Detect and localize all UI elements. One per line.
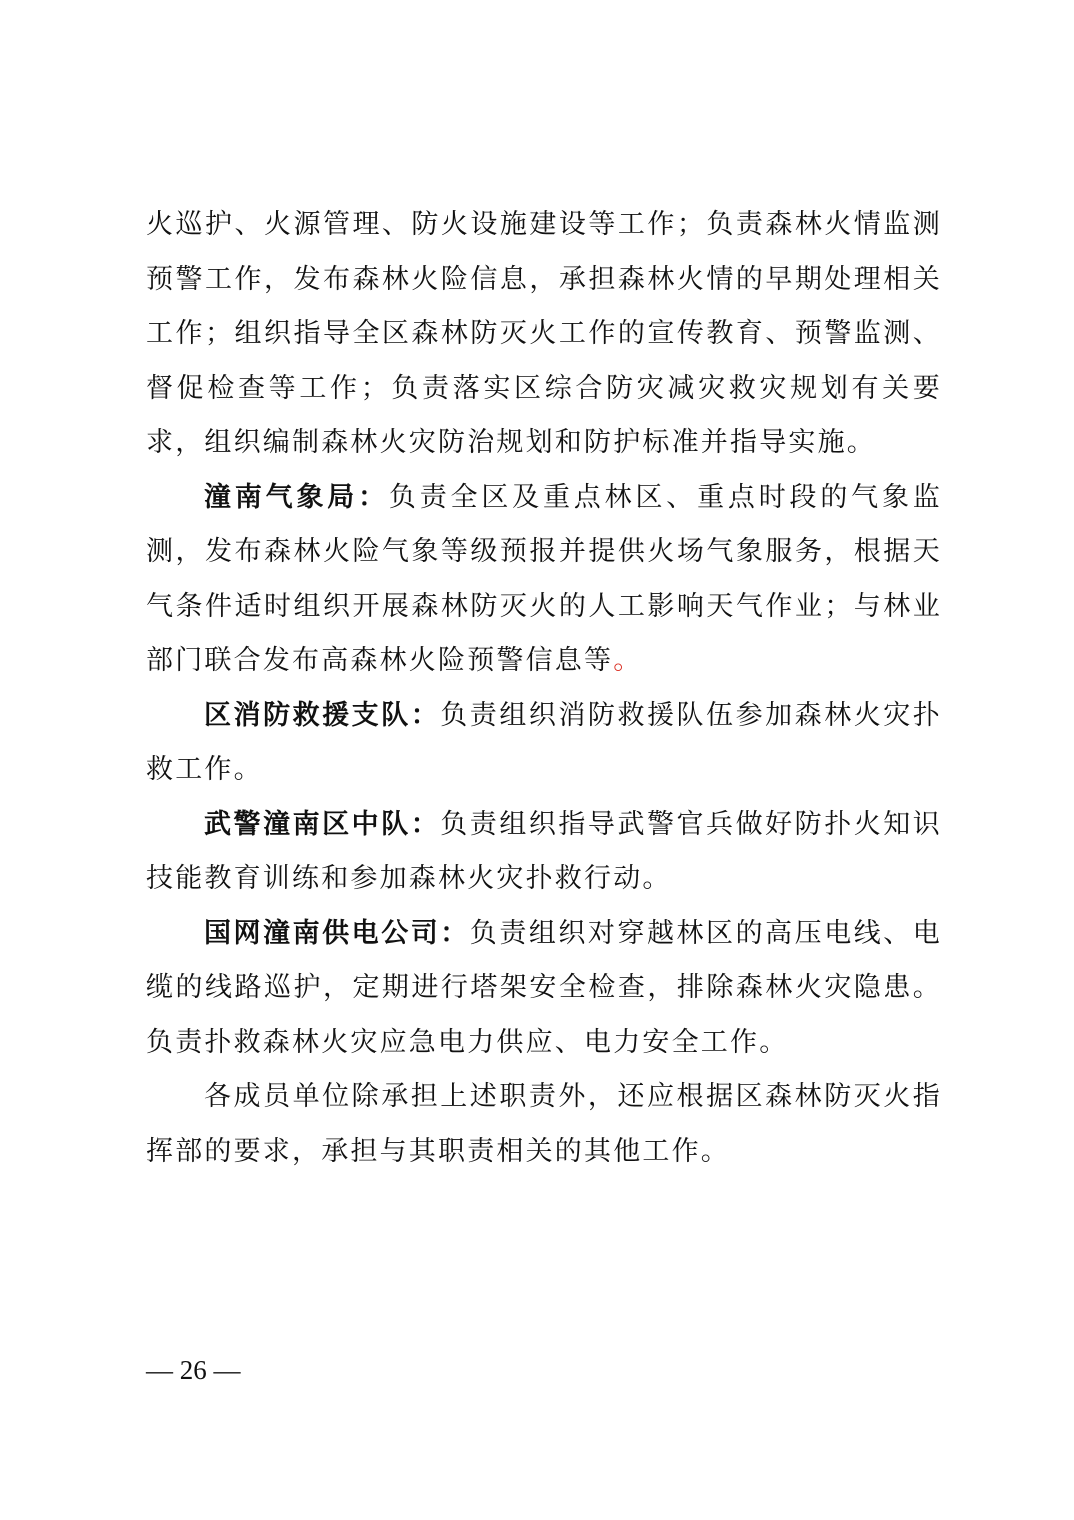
paragraph-text: 负责组织对穿越林区的高压电线、电缆的线路巡护，定期进行塔架安全检查，排除森林火灾隐患。负责扑救森林火灾应急电力供应、电力安全工作。 <box>146 917 942 1058</box>
document-body <box>146 198 942 1179</box>
paragraph-weather-bureau <box>146 471 942 689</box>
paragraph-text: 负责组织指导武警官兵做好防扑火知识技能教育训练和参加森林火灾扑救行动。 <box>146 808 942 894</box>
paragraph-armed-police <box>146 798 942 907</box>
paragraph-end-mark: 。 <box>613 645 643 676</box>
paragraph-text: 负责全区及重点林区、重点时段的气象监测，发布森林火险气象等级预报并提供火场气象服务，根据天气条件适时组织开展森林防灭火的人工影响天气作业；与林业部门联合发布高森林火险预警信息等 <box>146 481 942 676</box>
paragraph-fire-rescue <box>146 689 942 798</box>
paragraph-text: 各成员单位除承担上述职责外，还应根据区森林防灭火指挥部的要求，承担与其职责相关的其他工作。 <box>146 1081 942 1167</box>
paragraph-power-company <box>146 907 942 1071</box>
paragraph-heading: 武警潼南区中队： <box>204 808 441 840</box>
paragraph-continuation <box>146 198 942 471</box>
paragraph-text: 负责组织消防救援队伍参加森林火灾扑救工作。 <box>146 699 942 785</box>
paragraph-heading: 国网潼南供电公司： <box>204 917 470 949</box>
page-number: — 26 — <box>146 1355 241 1385</box>
paragraph-heading: 区消防救援支队： <box>204 699 441 731</box>
paragraph-heading: 潼南气象局： <box>204 481 389 513</box>
paragraph-closing <box>146 1070 942 1179</box>
paragraph-text: 火巡护、火源管理、防火设施建设等工作；负责森林火情监测预警工作，发布森林火险信息，承担森林火情的早期处理相关工作；组织指导全区森林防灭火工作的宣传教育、预警监测、督促检查等工作；负责落实区综合防灾减灾救灾规划有关要求，组织编制森林火灾防治规划和防护标准并指导实施。 <box>146 209 942 458</box>
